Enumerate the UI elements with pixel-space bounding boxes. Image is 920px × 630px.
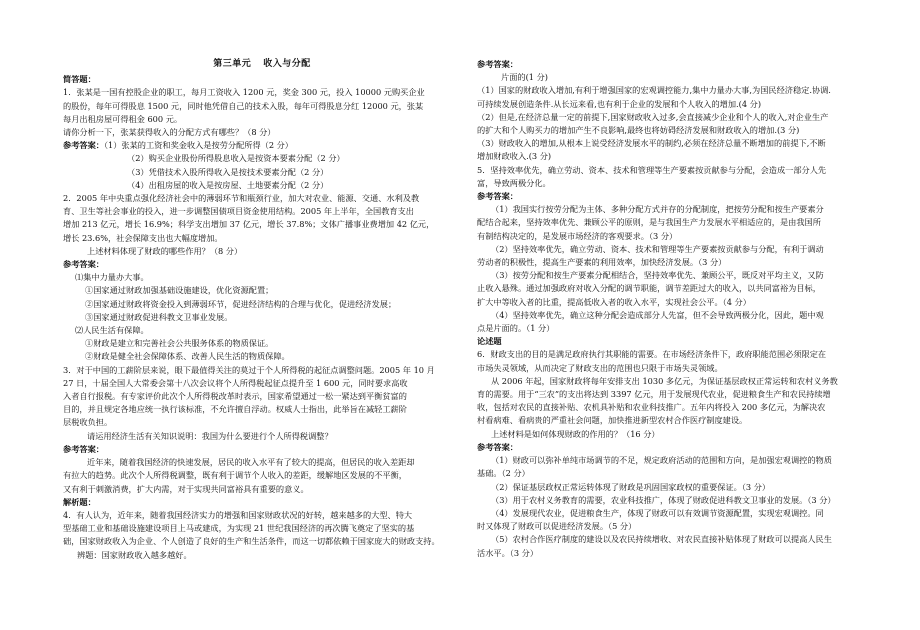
answer-line: （5）农村合作医疗制度的建设以及农民持续增收、对农民直接补贴体现了财政可以提高人民生	[491, 534, 832, 545]
answer-line: （1）国家的财政收入增加,有利于增强国家的宏观调控能力,集中力量办大事,为国民经济稳定.协调.	[477, 85, 831, 96]
answer-line: ①国家通过财政加强基础设施建设，优化资源配置；	[85, 285, 274, 296]
answer-line: 点是片面的。（1 分）	[477, 323, 555, 334]
answer-line: 有拉大的趋势。此次个人所得税调整，既有利于调节个人收入的差距，缓解地区发展的不平衡，	[63, 470, 407, 481]
q2-line: 增加 213 亿元，增长 16.9%；科学支出增加 37 亿元，增长 37.8%；文体广播事业费增加 42 亿元，	[63, 219, 435, 230]
unit-topic: 收入与分配	[263, 59, 311, 69]
answer-line: （1）财政可以弥补单纯市场调节的不足，规定政府活动的范围和方向，是加强宏观调控的物质	[491, 455, 832, 466]
section-heading-analysis: 解析题：	[63, 496, 96, 507]
answer-line: ②财政是健全社会保障体系、改善人民生活的物质保障。	[85, 351, 290, 362]
answer-line: （3）财政收入的增加,从根本上说受经济发展水平的制约,必须在经济总量不断增加的前提下,不断	[477, 138, 826, 149]
answer-line: 时又体现了财政可以促进经济发展。（5 分）	[477, 521, 637, 532]
answer-line: 可持续发展创造条件.从长远来看,也有利于企业的发展和个人收入的增加.(4 分)	[477, 98, 762, 109]
q2-line: 增长 23.6%，社会保障支出也大幅度增加。	[63, 232, 223, 243]
answer-line: ②国家通过财政将资金投入到薄弱环节，促进经济结构的合理与优化，促进经济发展；	[85, 298, 397, 309]
question-5	[477, 164, 863, 190]
answer-line: （3）按劳分配和按生产要素分配相结合，坚持效率优先、兼顾公平，既反对平均主义，又防	[491, 270, 824, 281]
q6-line: 村看病难、看病贵的严重社会问题，加快推进新型农村合作医疗制度建设。	[477, 415, 748, 426]
q6-line: 6．财政支出的目的是满足政府执行其职能的需要。在市场经济条件下，政府职能范围必须限定在	[477, 349, 827, 360]
right-column	[477, 58, 863, 560]
q2-line: 育、卫生等社会事业的投入，进一步调整国债项目资金使用结构。2005 年上半年，全国教育支出	[63, 206, 414, 217]
answer-line: ⑵人民生活有保障。	[75, 325, 149, 336]
answer-line: （1）张某的工资和奖金收入是按劳分配所得（2 分）	[103, 140, 293, 151]
answer-line: （2）坚持效率优先，确立劳动、资本、技术和管理等生产要素按贡献参与分配，有利于调动	[491, 243, 824, 254]
section-heading-short-answer: 简答题：	[63, 74, 96, 85]
answer-heading: 参考答案：	[477, 441, 518, 452]
answer-line: 配结合起来，坚持效率优先、兼顾公平的原则，是与我国生产力发展水平相适应的，是由我国所	[477, 217, 821, 228]
answer-1	[63, 152, 461, 192]
question-6	[477, 348, 863, 440]
answer-line: 又有利于刺激消费，扩大内需，对于实现共同富裕具有重要的意义。	[63, 483, 309, 494]
answer-1-first	[63, 139, 461, 152]
q2-line: 2．2005 年中央重点强化经济社会中的薄弱环节和瓶颈行业，加大对农业、能源、交通、水利及教	[63, 193, 420, 204]
q3-line: 27 日，十届全国人大常委会第十八次会议将个人所得税起征点提升至 1 600 元，同时要求高收	[63, 377, 408, 388]
answer-line: 基础。（2 分）	[477, 468, 530, 479]
answer-line: （2）购买企业股份所得股息收入是按资本要素分配（2 分）	[127, 153, 345, 164]
question-3	[63, 364, 461, 443]
answer-line: （4）出租房屋的收入是按房屋、土地要素分配（2 分）	[127, 179, 329, 190]
q4-line: 辨题：国家财政收入越多越好。	[77, 549, 192, 560]
q5-line: 富，导致两极分化。	[477, 177, 551, 188]
answer-4	[477, 84, 863, 163]
answer-line: ③国家通过财政促进科教文卫事业发展。	[85, 311, 233, 322]
answer-line: （3）凭借技术入股所得收入是按技术要素分配（2 分）	[127, 166, 329, 177]
answer-heading: 参考答案：	[477, 59, 518, 69]
answer-line: （4）坚持效率优先，确立这种分配会造成部分人先富，但不会导致两极分化，因此，题中观	[491, 309, 824, 320]
q6-line: 育的需要。用于“三农”的支出将达到 3397 亿元，用于发展现代农业，促进粮食生产和农民持续增	[477, 389, 831, 400]
q6-line: 市场失灵领域，从而决定了财政支出的范围也只限于市场失灵领域。	[477, 362, 723, 373]
q5-line: 5．坚持效率优先，确立劳动、资本、技术和管理等生产要素按贡献参与分配，会造成一部分人先	[477, 164, 827, 175]
q3-line: 3．对于中国的工薪阶层来说，眼下最值得关注的莫过于个人所得税的起征点调整问题。2005 年 10 月	[63, 364, 435, 375]
q3-line: 层税收负担。	[63, 417, 113, 428]
left-column	[63, 58, 461, 562]
answer-line: 片面的(1 分)	[501, 72, 548, 83]
answer-line: （4）发展现代农业，促进粮食生产，体现了财政可以有效调节资源配置，实现宏观调控。同	[491, 507, 824, 518]
answer-line: 近年来，随着我国经济的快速发展，居民的收入水平有了较大的提高，但居民的收入差距却	[87, 457, 415, 468]
answer-line: （3）用于农村义务教育的需要，农业科技推广，体现了财政促进科教文卫事业的发展。（3 分）	[491, 494, 836, 505]
page-title	[63, 58, 461, 71]
answer-line: 活水平。（3 分）	[477, 547, 539, 558]
q3-ask: 请运用经济生活有关知识说明：我国为什么要进行个人所得税调整？	[87, 430, 333, 441]
answer-line: 劳动者的积极性，提高生产要素的利用效率，加快经济发展。（3 分）	[477, 257, 727, 268]
answer-5	[477, 203, 863, 335]
answer-line: 的扩大和个人购买力的增加产生不良影响,最终也将妨碍经济发展和财政收入的增加.(3 分)	[477, 125, 800, 136]
q4-line: 4．有人认为，近年来，随着我国经济实力的增强和国家财政状况的好转，越来越多的大型、特大	[63, 509, 413, 520]
answer-line: （2）保证基层政权正常运转体现了财政是巩固国家政权的重要保证。（3 分）	[491, 481, 771, 492]
q1-line: 1．张某是一国有控股企业的职工，每月工资收入 1200 元，奖金 300 元，投入 10000 元购买企业	[63, 87, 425, 98]
answer-line: （1）我国实行按劳分配为主体、多种分配方式并存的分配制度，把按劳分配和按生产要素分	[491, 204, 824, 215]
q3-line: 目的，并且规定各地应统一执行该标准，不允许擅自浮动。权威人士指出，此举旨在减轻工薪阶	[63, 404, 407, 415]
q1-line: 每月出租房屋可得租金 600 元。	[63, 113, 183, 124]
q1-line: 请你分析一下，张某获得收入的分配方式有哪些？（8 分）	[63, 127, 276, 138]
q2-ask: 上述材料体现了财政的哪些作用？（8 分）	[87, 245, 243, 256]
answer-heading: 参考答案：	[63, 443, 104, 454]
section-heading-essay: 论述题	[477, 336, 502, 347]
answer-line: 增加财政收入.(3 分)	[477, 151, 552, 162]
question-4	[63, 509, 461, 562]
answer-line: 止收入悬殊。通过加强政府对收入分配的调节职能，调节差距过大的收入，以共同富裕为目标，	[477, 283, 821, 294]
answer-3	[63, 456, 461, 496]
answer-6	[477, 454, 863, 560]
q3-line: 入者自行报税。有专家评价此次个人所得税改革时表示，国家希望通过一松一紧达到平衡贫富的	[63, 391, 407, 402]
answer-heading: 参考答案：	[63, 259, 104, 270]
answer-line: ⑴集中力量办大事。	[75, 272, 149, 283]
question-1	[63, 86, 461, 139]
answer-heading: 参考答案：	[477, 191, 518, 202]
q4-line: 础，国家财政收入为企业、个人创造了良好的生产和生活条件，而这一切都依赖于国家庞大的财政支持。	[63, 536, 440, 547]
answer-line: （2）但是,在经济总量一定的前提下,国家财政收入过多,会直接减少企业和个人的收入,对企业生产	[477, 111, 829, 122]
q4-line: 型基础工业和基础设施建设项目上马或建成，为实现 21 世纪我国经济的再次腾飞奠定了坚实的基	[63, 523, 415, 534]
answer-line: 扩大中等收入者的比重，提高低收入者的收入水平，实现社会公平。（4 分）	[477, 296, 751, 307]
q6-ask: 上述材料是如何体现财政的作用的？（16 分）	[491, 428, 660, 439]
answer-heading: 参考答案：	[63, 140, 104, 151]
answer-line: ①财政是建立和完善社会公共服务体系的物质保证。	[85, 338, 274, 349]
question-2	[63, 192, 461, 258]
unit-label: 第三单元	[213, 59, 252, 69]
q1-line: 的股份，每年可得股息 1500 元，同时他凭借自己的技术入股，每年可得股息分红 12000 元，张某	[63, 100, 424, 111]
answer-2	[63, 271, 461, 363]
q6-line: 收，包括对农民的直接补贴、农机具补贴和农业科技推广。五年内将投入 200 多亿元，为解决农	[477, 402, 826, 413]
answer-line: 有制结构决定的，是发展市场经济的客观要求。（3 分）	[477, 230, 678, 241]
q6-line: 从 2006 年起，国家财政将每年安排支出 1030 多亿元，为保证基层政权正常运转和农村义务教	[491, 375, 838, 386]
